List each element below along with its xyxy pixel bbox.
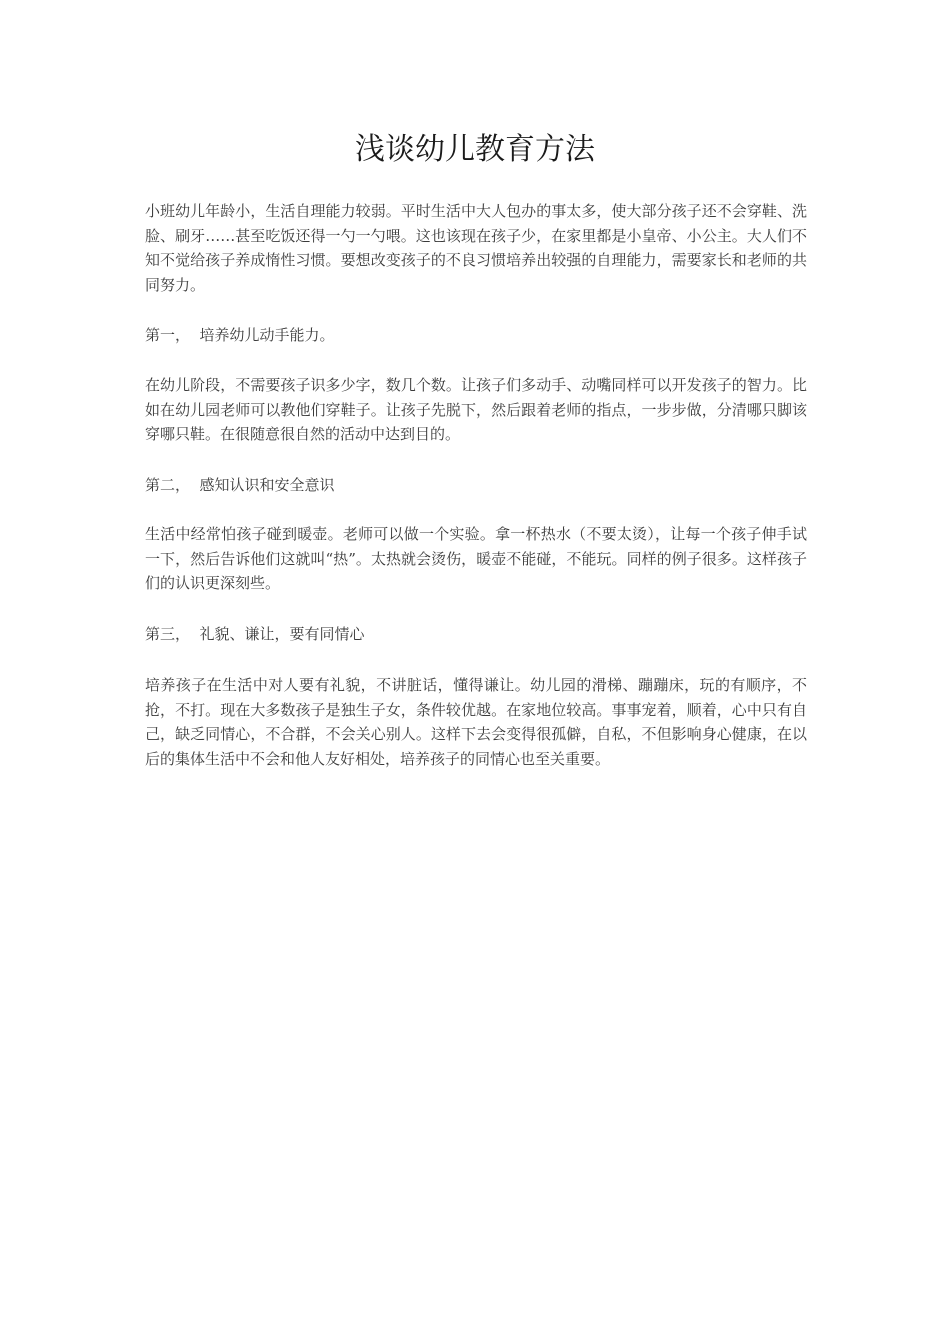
section-heading-3: 第三， 礼貌、谦让，要有同情心 [145,625,365,643]
intro-paragraph: 小班幼儿年龄小，生活自理能力较弱。平时生活中大人包办的事太多，使大部分孩子还不会穿鞋、洗脸、刷牙……甚至吃饭还得一勺一勺喂。这也该现在孩子少，在家里都是小皇帝、小公主。大人们不知不觉给孩子养成惰性习惯。要想改变孩子的不良习惯培养出较强的自理能力，需要家长和老师的共同努力。 [145,202,807,294]
section-body-3: 培养孩子在生活中对人要有礼貌，不讲脏话，懂得谦让。幼儿园的滑梯、蹦蹦床，玩的有顺序，不抢，不打。现在大多数孩子是独生子女，条件较优越。在家地位较高。事事宠着，顺着，心中只有自己，缺乏同情心，不合群，不会关心别人。这样下去会变得很孤僻，自私，不但影响身心健康，在以后的集体生活中不会和他人友好相处，培养孩子的同情心也至关重要。 [145,676,807,768]
section-heading-1: 第一， 培养幼儿动手能力。 [145,326,335,344]
section-heading-2: 第二， 感知认识和安全意识 [145,476,335,494]
document-title: 浅谈幼儿教育方法 [355,132,595,167]
section-body-1: 在幼儿阶段，不需要孩子识多少字，数几个数。让孩子们多动手、动嘴同样可以开发孩子的智力。比如在幼儿园老师可以教他们穿鞋子。让孩子先脱下，然后跟着老师的指点，一步步做，分清哪只脚该穿哪只鞋。在很随意很自然的活动中达到目的。 [145,376,807,443]
section-body-2: 生活中经常怕孩子碰到暖壶。老师可以做一个实验。拿一杯热水（不要太烫），让每一个孩子伸手试一下，然后告诉他们这就叫“热”。太热就会烫伤，暖壶不能碰，不能玩。同样的例子很多。这样孩子们的认识更深刻些。 [145,525,807,592]
